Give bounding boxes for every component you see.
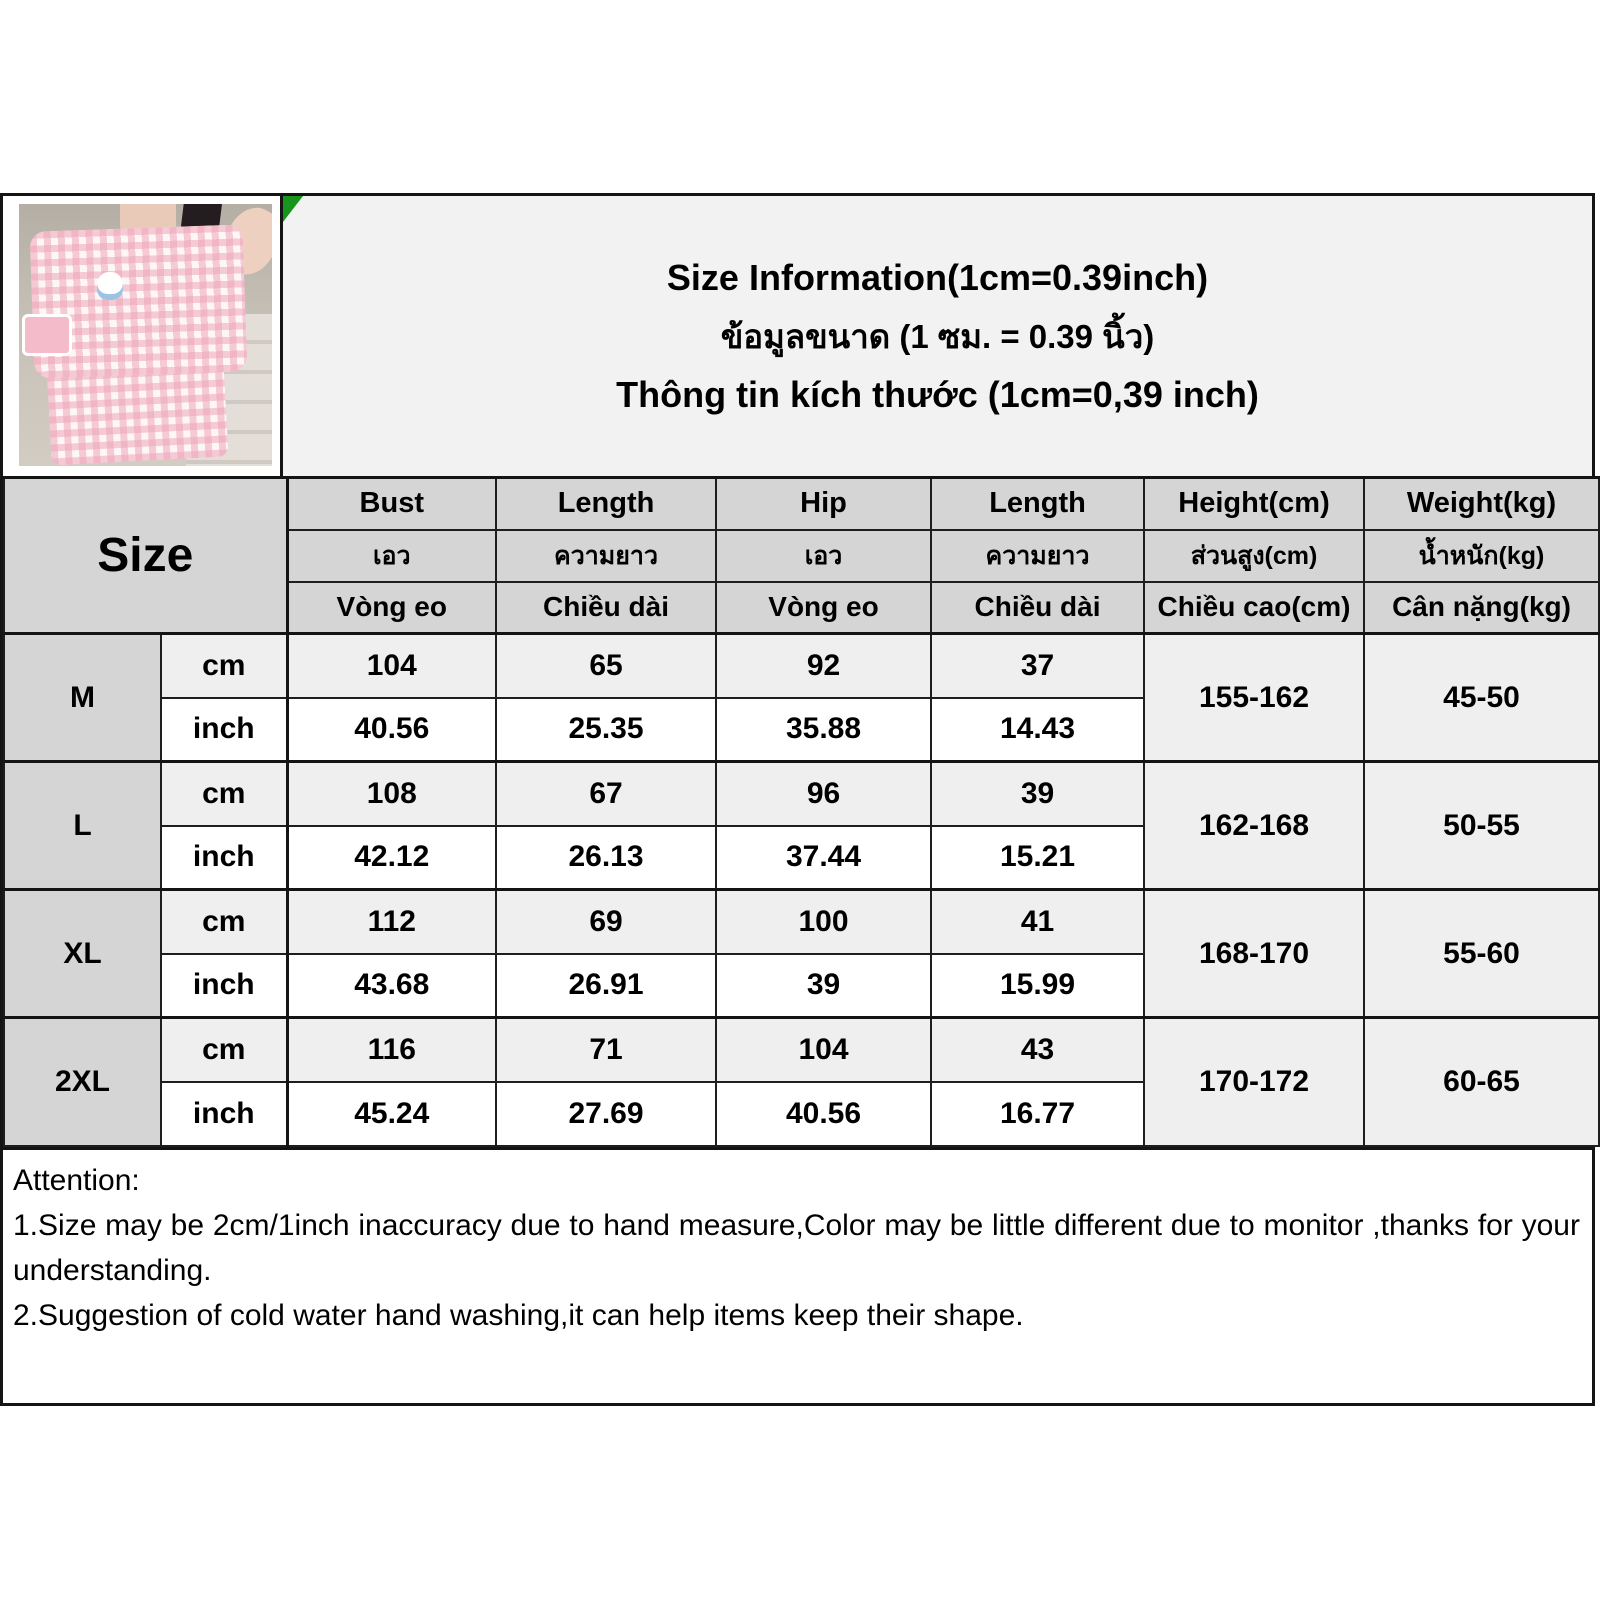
cell-L-cm-0: 108	[287, 762, 496, 826]
col-bust-vi: Vòng eo	[287, 582, 496, 634]
product-photo-cell	[3, 196, 283, 476]
col-weight-en: Weight(kg)	[1364, 478, 1599, 530]
unit-cm: cm	[161, 634, 287, 698]
col-bust-th: เอว	[287, 530, 496, 582]
height-range-L: 162-168	[1144, 762, 1364, 890]
height-range-XL: 168-170	[1144, 890, 1364, 1018]
cell-L-cm-2: 96	[716, 762, 931, 826]
col-length2-en: Length	[931, 478, 1144, 530]
col-height-th: ส่วนสูง(cm)	[1144, 530, 1364, 582]
col-bust-en: Bust	[287, 478, 496, 530]
col-hip-en: Hip	[716, 478, 931, 530]
cell-2XL-cm-1: 71	[496, 1018, 716, 1082]
col-hip-vi: Vòng eo	[716, 582, 931, 634]
row-L-cm	[4, 762, 1599, 826]
cell-M-cm-3: 37	[931, 634, 1144, 698]
cell-XL-inch-1: 26.91	[496, 954, 716, 1018]
cell-L-cm-3: 39	[931, 762, 1144, 826]
cell-M-inch-2: 35.88	[716, 698, 931, 762]
cell-M-cm-0: 104	[287, 634, 496, 698]
cell-2XL-inch-0: 45.24	[287, 1082, 496, 1146]
attention-line-1: 1.Size may be 2cm/1inch inaccuracy due to hand measure,Color may be little different due to monitor ,thanks for your understanding.	[13, 1208, 1580, 1287]
size-label-M: M	[4, 634, 161, 762]
row-XL-cm	[4, 890, 1599, 954]
unit-inch: inch	[161, 698, 287, 762]
cell-L-cm-1: 67	[496, 762, 716, 826]
cell-XL-cm-2: 100	[716, 890, 931, 954]
cell-2XL-inch-2: 40.56	[716, 1082, 931, 1146]
product-photo	[19, 204, 272, 466]
table-header	[4, 478, 1599, 634]
col-length-th: ความยาว	[496, 530, 716, 582]
cell-L-inch-2: 37.44	[716, 826, 931, 890]
attention-heading: Attention:	[13, 1163, 140, 1197]
cell-L-inch-1: 26.13	[496, 826, 716, 890]
col-weight-th: น้ำหนัก(kg)	[1364, 530, 1599, 582]
cell-XL-inch-0: 43.68	[287, 954, 496, 1018]
cell-2XL-inch-3: 16.77	[931, 1082, 1144, 1146]
attention-line-2: 2.Suggestion of cold water hand washing,it can help items keep their shape.	[13, 1298, 1024, 1332]
title-thai: ข้อมูลขนาด (1 ซม. = 0.39 นิ้ว)	[720, 317, 1155, 355]
weight-range-M: 45-50	[1364, 634, 1599, 762]
unit-inch: inch	[161, 826, 287, 890]
hello-kitty-patch	[97, 272, 123, 300]
col-length2-th: ความยาว	[931, 530, 1144, 582]
row-2XL-cm	[4, 1018, 1599, 1082]
cell-XL-cm-1: 69	[496, 890, 716, 954]
cell-L-inch-3: 15.21	[931, 826, 1144, 890]
col-hip-th: เอว	[716, 530, 931, 582]
col-length-vi: Chiều dài	[496, 582, 716, 634]
unit-cm: cm	[161, 762, 287, 826]
cell-M-cm-1: 65	[496, 634, 716, 698]
cell-M-inch-3: 14.43	[931, 698, 1144, 762]
weight-range-XL: 55-60	[1364, 890, 1599, 1018]
size-label-2XL: 2XL	[4, 1018, 161, 1146]
title-english: Size Information(1cm=0.39inch)	[666, 256, 1209, 298]
col-height-en: Height(cm)	[1144, 478, 1364, 530]
cell-2XL-cm-2: 104	[716, 1018, 931, 1082]
title-block	[283, 196, 1592, 476]
size-label-XL: XL	[4, 890, 161, 1018]
top-row	[3, 196, 1592, 476]
cell-XL-inch-3: 15.99	[931, 954, 1144, 1018]
attention-notes	[3, 1147, 1592, 1403]
height-range-M: 155-162	[1144, 634, 1364, 762]
row-M-cm	[4, 634, 1599, 698]
weight-range-L: 50-55	[1364, 762, 1599, 890]
height-range-2XL: 170-172	[1144, 1018, 1364, 1146]
size-table	[3, 476, 1600, 1147]
cell-XL-cm-3: 41	[931, 890, 1144, 954]
cell-2XL-cm-3: 43	[931, 1018, 1144, 1082]
col-length2-vi: Chiều dài	[931, 582, 1144, 634]
cell-L-inch-0: 42.12	[287, 826, 496, 890]
unit-cm: cm	[161, 1018, 287, 1082]
title-vietnamese: Thông tin kích thước (1cm=0,39 inch)	[616, 373, 1259, 415]
size-header: Size	[4, 478, 287, 634]
corner-flag-icon	[283, 196, 303, 222]
cell-XL-inch-2: 39	[716, 954, 931, 1018]
col-height-vi: Chiều cao(cm)	[1144, 582, 1364, 634]
col-length-en: Length	[496, 478, 716, 530]
unit-inch: inch	[161, 954, 287, 1018]
cell-M-cm-2: 92	[716, 634, 931, 698]
cell-XL-cm-0: 112	[287, 890, 496, 954]
cell-M-inch-0: 40.56	[287, 698, 496, 762]
cell-2XL-cm-0: 116	[287, 1018, 496, 1082]
table-body	[4, 634, 1599, 1146]
cell-2XL-inch-1: 27.69	[496, 1082, 716, 1146]
col-weight-vi: Cân nặng(kg)	[1364, 582, 1599, 634]
unit-cm: cm	[161, 890, 287, 954]
pink-bag	[22, 314, 73, 356]
cell-M-inch-1: 25.35	[496, 698, 716, 762]
header-row-english	[4, 478, 1599, 530]
size-label-L: L	[4, 762, 161, 890]
weight-range-2XL: 60-65	[1364, 1018, 1599, 1146]
unit-inch: inch	[161, 1082, 287, 1146]
size-chart-sheet	[0, 193, 1595, 1406]
